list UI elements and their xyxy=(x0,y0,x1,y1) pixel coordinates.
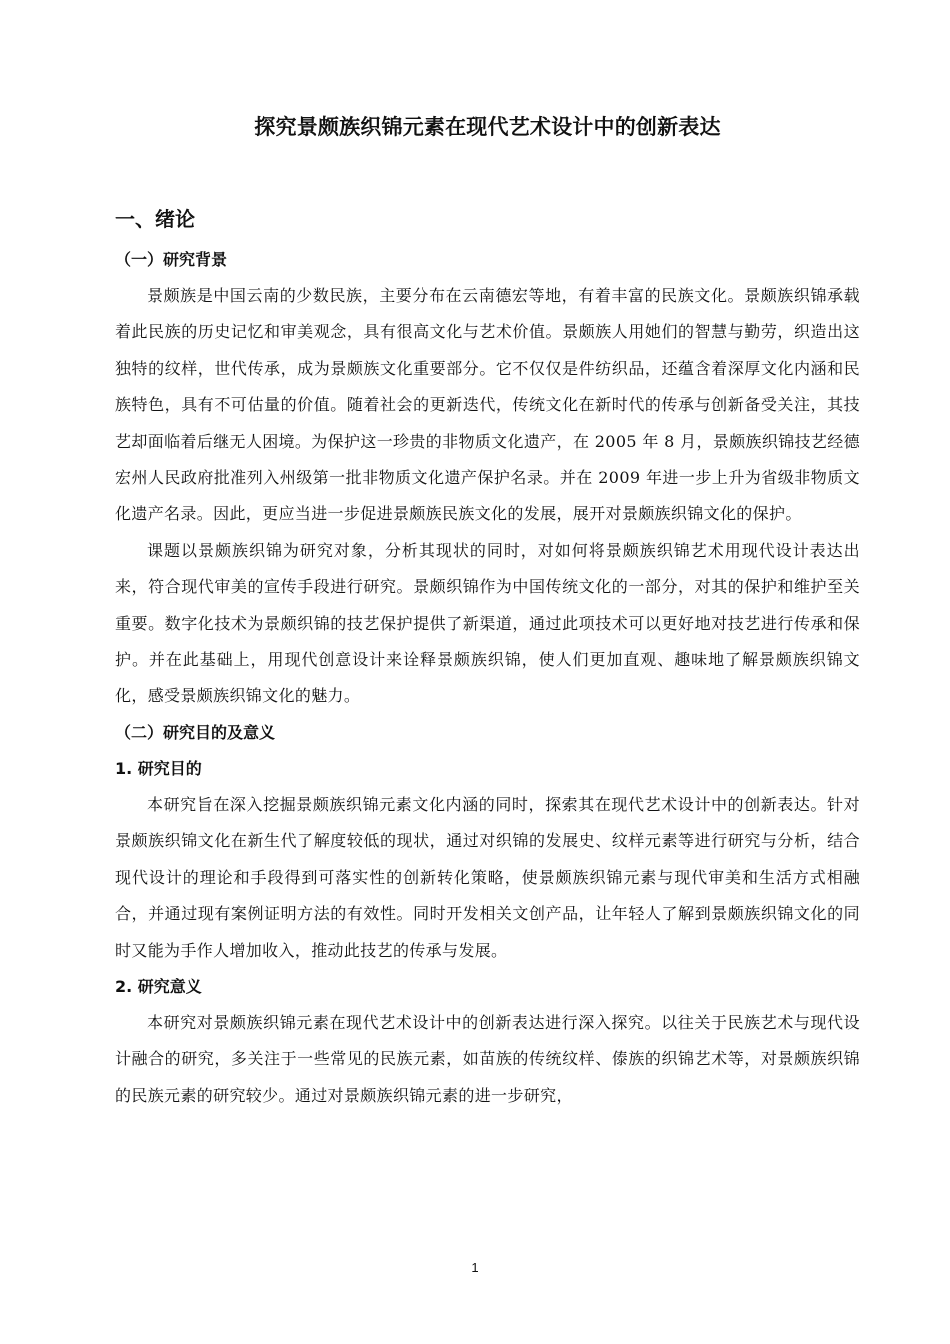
subsection-heading-significance: 2. 研究意义 xyxy=(115,976,202,996)
page-content xyxy=(115,110,860,1114)
paragraph-background-1: 景颇族是中国云南的少数民族，主要分布在云南德宏等地，有着丰富的民族文化。景颇族织锦承载着此民族的历史记忆和审美观念，具有很高文化与艺术价值。景颇族人用她们的智慧与勤劳，织造出这独特的纹样，世代传承，成为景颇族文化重要部分。它不仅仅是件纺织品，还蕴含着深厚文化内涵和民族特色，具有不可估量的价值。随着社会的更新迭代，传统文化在新时代的传承与创新备受关注，其技艺却面临着后继无人困境。为保护这一珍贵的非物质文化遗产，在 2005 年 8 月，景颇族织锦技艺经德宏州人民政府批准列入州级第一批非物质文化遗产保护名录。并在 2009 年进一步上升为省级非物质文化遗产名录。因此，更应当进一步促进景颇族民族文化的发展，展开对景颇族织锦文化的保护。 xyxy=(115,286,860,524)
paragraph-significance: 本研究对景颇族织锦元素在现代艺术设计中的创新表达进行深入探究。以往关于民族艺术与现代设计融合的研究，多关注于一些常见的民族元素，如苗族的传统纹样、傣族的织锦艺术等，对景颇族织锦的民族元素的研究较少。通过对景颇族织锦元素的进一步研究， xyxy=(115,1012,860,1105)
section-heading-background: （一）研究背景 xyxy=(115,250,228,269)
paper-title: 探究景颇族织锦元素在现代艺术设计中的创新表达 xyxy=(254,115,721,139)
section-heading-purpose-significance: （二）研究目的及意义 xyxy=(115,722,276,742)
paragraph-purpose: 本研究旨在深入挖掘景颇族织锦元素文化内涵的同时，探索其在现代艺术设计中的创新表达。针对景颇族织锦文化在新生代了解度较低的现状，通过对织锦的发展史、纹样元素等进行研究与分析，结合现代设计的理论和手段得到可落实性的创新转化策略，使景颇族织锦元素与现代审美和生活方式相融合，并通过现有案例证明方法的有效性。同时开发相关文创产品，让年轻人了解到景颇族织锦文化的同时又能为手作人增加收入，推动此技艺的传承与发展。 xyxy=(115,794,860,960)
page-number: 1 xyxy=(471,1260,479,1275)
paragraph-background-2: 课题以景颇族织锦为研究对象，分析其现状的同时，对如何将景颇族织锦艺术用现代设计表达出来，符合现代审美的宣传手段进行研究。景颇织锦作为中国传统文化的一部分，对其的保护和维护至关重要。数字化技术为景颇织锦的技艺保护提供了新渠道，通过此项技术可以更好地对技艺进行传承和保护。并在此基础上，用现代创意设计来诠释景颇族织锦，使人们更加直观、趣味地了解景颇族织锦文化，感受景颇族织锦文化的魅力。 xyxy=(115,540,860,706)
chapter-heading-introduction: 一、绪论 xyxy=(115,207,195,231)
subsection-heading-purpose: 1. 研究目的 xyxy=(115,758,202,778)
